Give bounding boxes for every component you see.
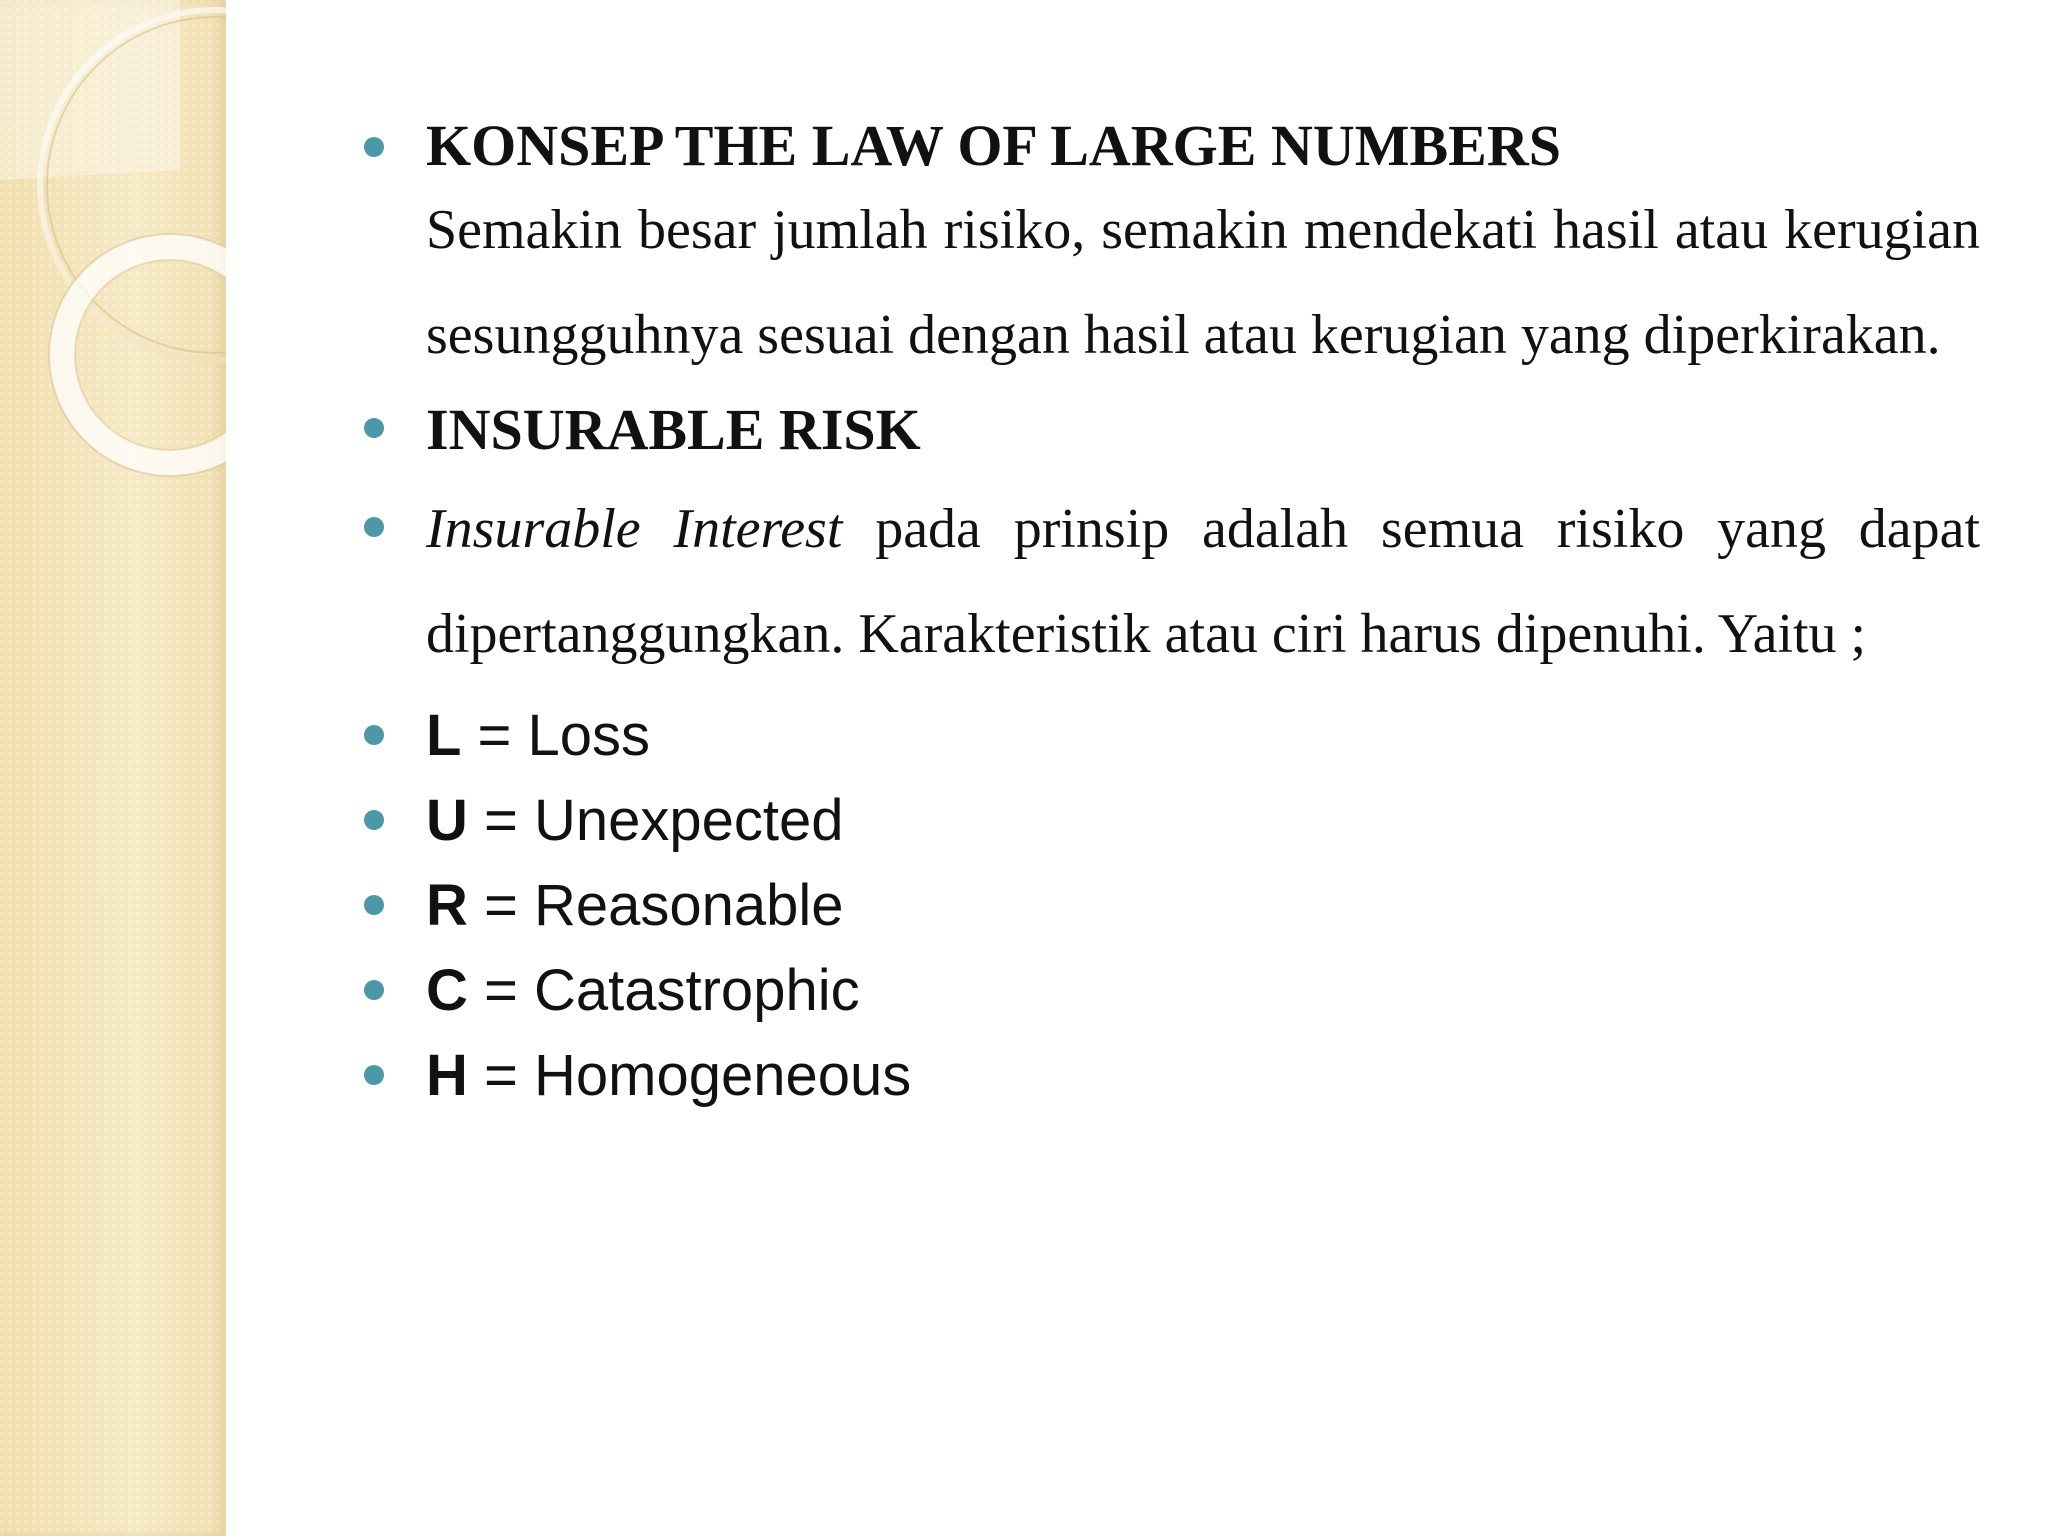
acronym-letter: H [426, 1043, 468, 1108]
bullet-dot-icon [364, 810, 384, 830]
slide-content [356, 108, 1980, 1118]
acronym-meaning: = Unexpected [467, 788, 844, 853]
bullet-dot-icon [364, 1065, 384, 1085]
acronym-meaning: = Reasonable [467, 873, 844, 938]
acronym-meaning: = Loss [461, 703, 651, 768]
bullet-dot-icon [364, 980, 384, 1000]
decorative-rings-icon [0, 0, 226, 520]
acronym-letter: R [426, 873, 468, 938]
acronym-meaning: = Homogeneous [467, 1043, 912, 1108]
bullet-item-insurable-interest [356, 477, 1980, 687]
acronym-letter: L [426, 703, 462, 768]
decorative-side-panel [0, 0, 226, 1536]
bullet-dot-icon [364, 895, 384, 915]
bullet-item-reasonable [356, 863, 1980, 948]
bullet-dot-icon [364, 418, 384, 438]
bullet-item-loss [356, 693, 1980, 778]
paragraph-text: pada prinsip adalah semua risiko yang dapat dipertanggungkan. Karakteristik atau ciri harus dipenuhi. Yaitu ; [426, 498, 1981, 665]
bullet-item-unexpected [356, 778, 1980, 863]
acronym-letter: C [426, 958, 468, 1023]
section-heading: INSURABLE RISK [426, 397, 921, 462]
italic-term: Insurable Interest [426, 498, 843, 560]
bullet-item-law-of-large-numbers [356, 108, 1980, 388]
section-heading: KONSEP THE LAW OF LARGE NUMBERS [426, 113, 1561, 178]
acronym-meaning: = Catastrophic [467, 958, 860, 1023]
bullet-item-catastrophic [356, 948, 1980, 1033]
section-paragraph [426, 477, 1980, 687]
bullet-dot-icon [364, 137, 384, 157]
bullet-dot-icon [364, 517, 384, 537]
bullet-item-homogeneous [356, 1033, 1980, 1118]
acronym-letter: U [426, 788, 468, 853]
bullet-dot-icon [364, 725, 384, 745]
section-paragraph: Semakin besar jumlah risiko, semakin mendekati hasil atau kerugian sesungguhnya sesuai dengan hasil atau kerugian yang diperkirakan. [426, 199, 1980, 366]
bullet-item-insurable-risk [356, 382, 1980, 477]
